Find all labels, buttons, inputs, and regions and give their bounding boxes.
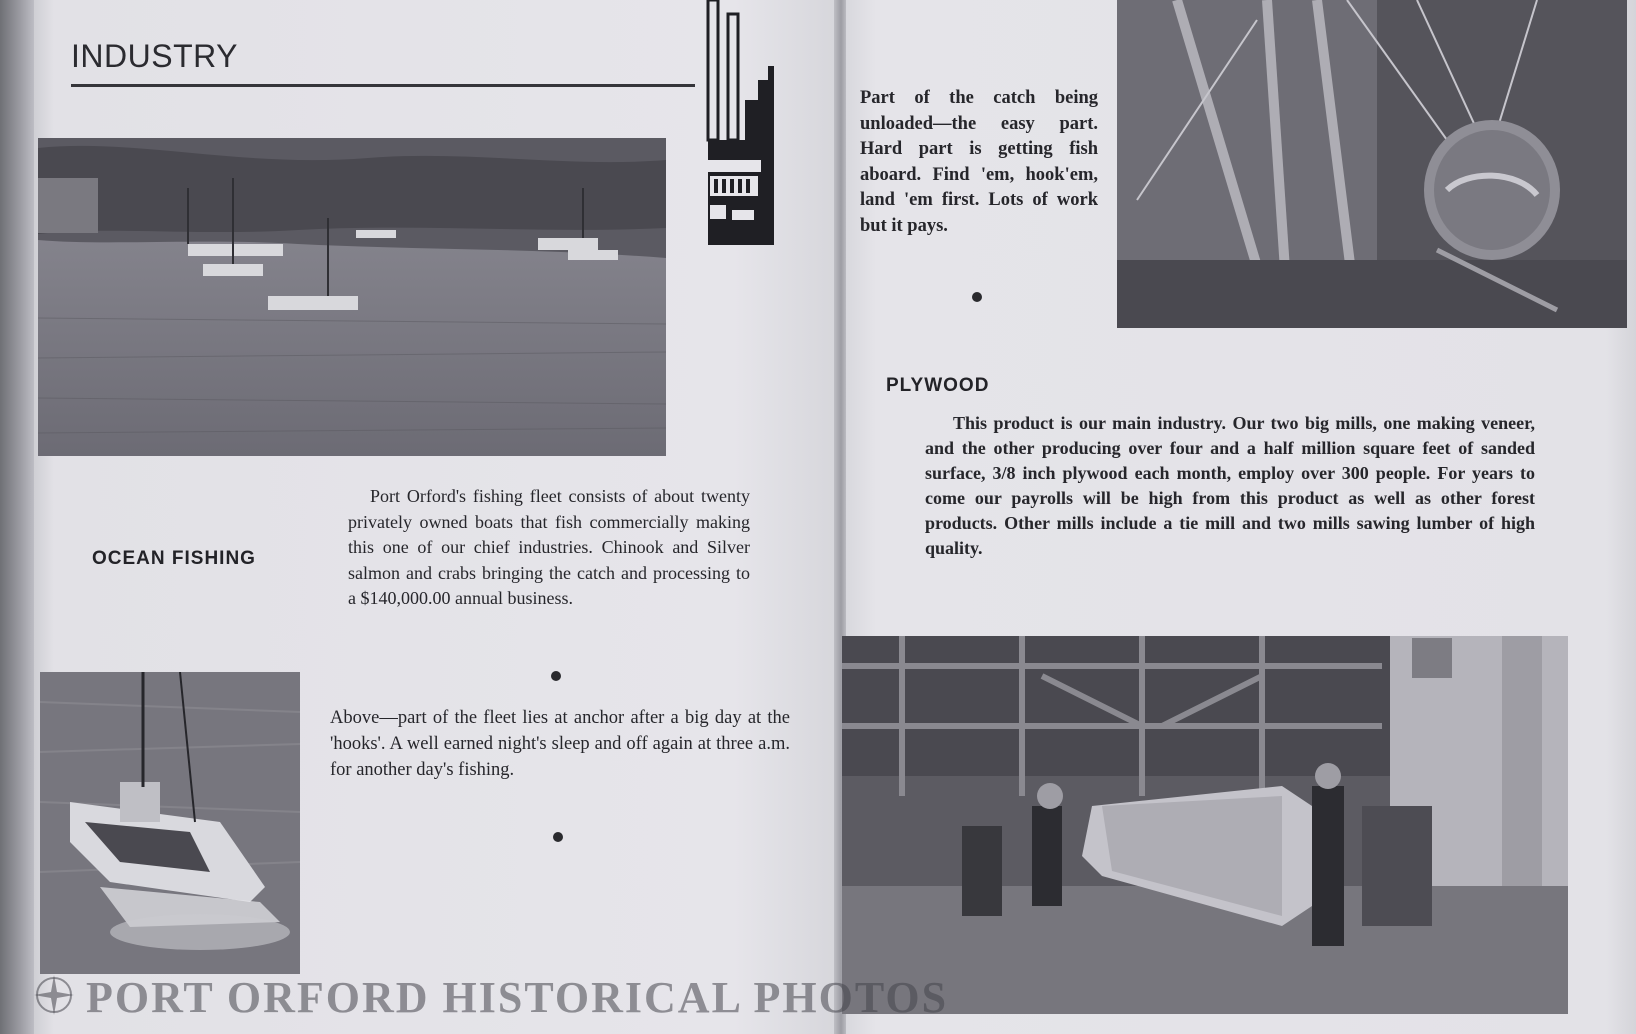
fleet-photo-caption: Above—part of the fleet lies at anchor after a big day at the 'hooks'. A well earned night's sleep and off again at three a.m. for another day's fishing. [330,708,790,780]
watermark-text: PORT ORFORD HISTORICAL PHOTOS [86,973,949,1022]
watermark [32,972,948,1023]
factory-illustration [700,0,780,250]
plywood-title: PLYWOOD [886,375,990,396]
heading-rule [71,84,695,87]
bullet-2 [553,832,563,842]
bullet-1 [551,671,561,681]
booklet-edge [0,0,34,1034]
fishing-boat-photo [40,672,300,974]
harbor-fleet-photo [38,138,666,456]
catch-unloading-photo [1117,0,1627,328]
page-heading: INDUSTRY [71,38,238,74]
plywood-paragraph: This product is our main industry. Our two big mills, one making veneer, and the other producing over four and a half million square feet of sanded surface, 3/8 inch plywood each month, employ over 300 people. For years to come our payrolls will be high from this product as well as other forest products. Other mills include a tie mill and two mills sawing lumber of high quality. [925,413,1535,558]
ocean-fishing-title: OCEAN FISHING [92,548,256,569]
catch-unloading-caption: Part of the catch being unloaded—the easy part. Hard part is getting fish aboard. Find 'em, hook'em, land 'em first. Lots of work but it pays. [860,88,1098,236]
fishing-fleet-paragraph: Port Orford's fishing fleet consists of about twenty privately owned boats that fish commercially making this one of our chief industries. Chinook and Silver salmon and crabs bringing the catch and processing to a $140,000.00 annual business. [348,486,750,608]
bullet-3 [972,292,982,302]
plywood-mill-photo [842,636,1568,1014]
compass-rose-icon [32,973,76,1022]
